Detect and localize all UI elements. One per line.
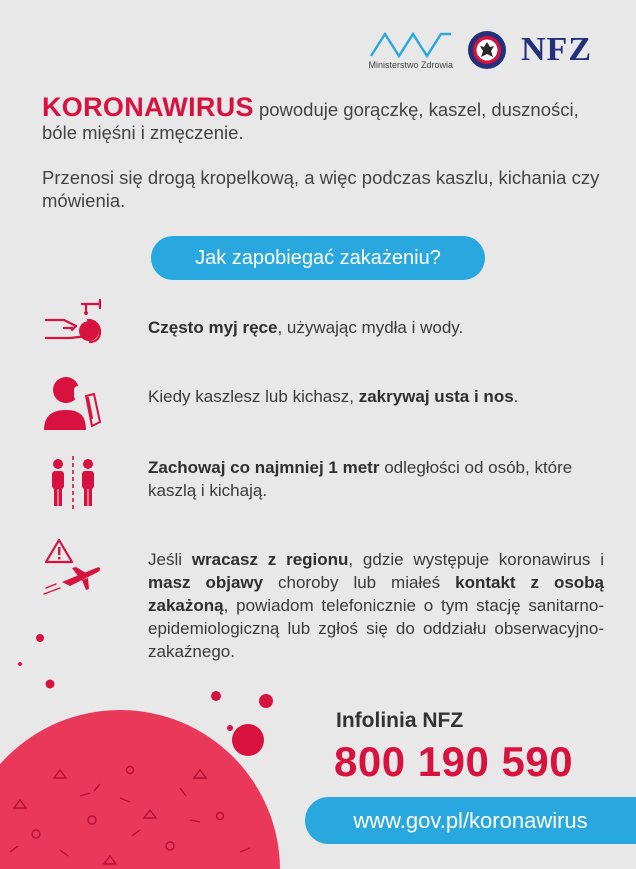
intro-line1-rest: powoduje gorączkę, kaszel, duszności, bóle mięśni i zmęczenie. [42, 99, 579, 143]
tip-keep-distance [148, 456, 604, 502]
nfz-logo: NFZ [521, 31, 592, 68]
intro-paragraph-2: Przenosi się drogą kropelkową, a więc podczas kaszlu, kichania czy mówienia. [42, 167, 600, 211]
tip-bold-text: masz objawy [148, 573, 264, 592]
tip-text: Kiedy kaszlesz lub kichasz, [148, 387, 359, 406]
social-distance-icon [48, 456, 100, 510]
tip-bold-text: Zachowaj co najmniej 1 metr [148, 458, 380, 477]
tip-text: choroby lub miałeś [263, 573, 456, 592]
tip-text: odległości od osób, które kaszlą i kichają. [148, 458, 573, 500]
tip-bold-text: zakrywaj usta i nos [358, 387, 514, 406]
intro-text [42, 92, 612, 212]
infolinia-phone[interactable]: 800 190 590 [334, 738, 574, 785]
website-link[interactable]: www.gov.pl/koronawirus [305, 797, 636, 844]
virus-decoration [0, 620, 300, 869]
tip-bold-text: wracasz z regionu [191, 550, 349, 569]
prevention-question-pill: Jak zapobiegać zakażeniu? [151, 236, 485, 280]
sanitary-inspection-emblem-icon [467, 30, 507, 70]
tip-text: Jeśli [148, 550, 192, 569]
ministry-logo-text: Ministerstwo Zdrowia [368, 60, 453, 70]
ministry-of-health-logo [368, 30, 453, 70]
logos-row [368, 30, 592, 70]
tip-wash-hands [148, 316, 604, 339]
coughing-person-icon [42, 372, 104, 432]
infolinia-title: Infolinia NFZ [336, 709, 464, 732]
tip-bold-text: kontakt z osobą zakażoną [148, 573, 605, 615]
mz-wave-icon [369, 30, 453, 58]
keyword-koronawirus: KORONAWIRUS [42, 92, 254, 122]
tip-text: , powiadom telefonicznie o tym stację sanitarno-epidemiologiczną lub zgłoś się do oddziału obserwacyjno-zakaźnego. [148, 596, 604, 661]
tip-text: , używając mydła i wody. [277, 318, 464, 337]
tip-cover-mouth [148, 385, 604, 408]
tip-text: , gdzie występuje koronawirus i [348, 550, 604, 569]
tip-bold-text: Często myj ręce [148, 318, 278, 337]
hand-washing-icon [42, 296, 106, 350]
intro-paragraph-1 [42, 92, 612, 144]
travel-warning-icon [42, 538, 102, 596]
tip-text: . [513, 387, 519, 406]
